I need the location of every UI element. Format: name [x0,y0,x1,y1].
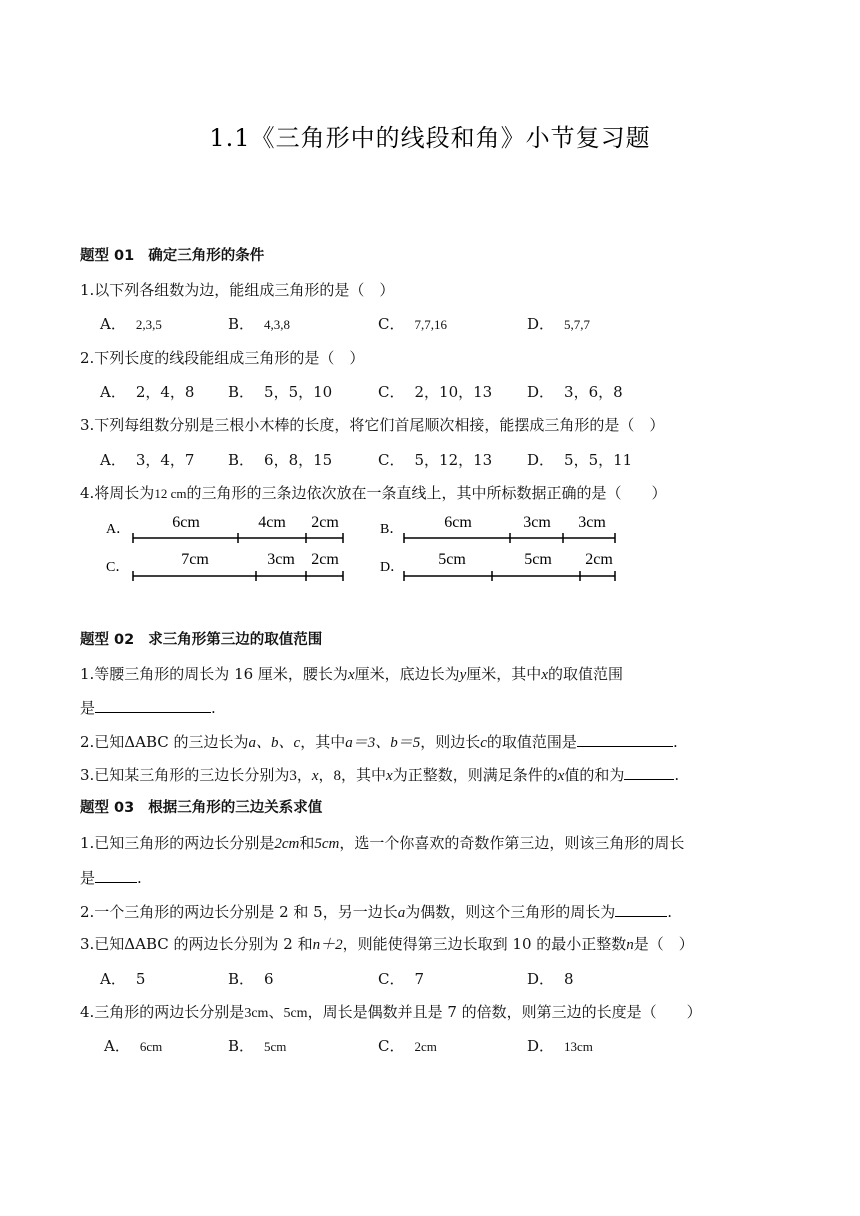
option[interactable] [527,969,574,989]
value: 8 [333,768,342,784]
option[interactable] [378,969,424,989]
segment-label: 4cm [258,514,286,531]
separator: ， [318,766,334,784]
option[interactable] [228,1036,286,1057]
option-label: A． [100,970,126,988]
variable: n [626,937,634,953]
variable: x [386,768,393,784]
option-label: D． [527,970,555,988]
segment-label: 3cm [523,514,551,531]
option[interactable] [527,382,623,402]
stem-end: . [672,733,678,751]
stem-text: 2.一个三角形的两边长分别是 2 和 5，另一边长 [80,903,398,921]
option[interactable] [100,382,194,402]
segment-label: 2cm [311,514,339,531]
segment-label: 2cm [585,551,613,568]
question-stem [80,764,679,786]
option-text: 5 [135,970,146,988]
section-tag: 题型 03 [80,800,135,816]
option-text: 2，10，13 [414,383,493,401]
option-text: 7,7,16 [414,317,447,332]
segment-label: 3cm [267,551,295,568]
page-title: 1.1《三角形中的线段和角》小节复习题 [209,124,651,152]
option[interactable] [100,450,194,470]
stem-end: . [667,903,673,921]
option-text: 2cm [414,1039,437,1054]
separator: 、 [268,1003,284,1021]
option-text: 6cm [139,1039,163,1054]
section-tag: 题型 01 [80,248,135,264]
question-stem: 3.下列每组数分别是三根小木棒的长度，将它们首尾顺次相接，能摆成三角形的是（ ） [80,416,665,434]
option-text: 13cm [564,1039,593,1054]
option-label: C． [378,315,405,333]
stem-text: 4.三角形的两边长分别是 [80,1003,245,1021]
stem-text: 2.已知ΔABC 的三边长为 [80,733,249,751]
stem-text: 值的和为 [564,766,625,784]
option-label: D． [527,315,555,333]
option[interactable] [378,1036,437,1057]
stem-text: 3.已知某三角形的三边长分别为 [80,766,290,784]
option-text: 6，8，15 [264,451,333,469]
question-stem-continued [80,867,142,888]
option[interactable] [228,382,332,402]
question-stem: 2.下列长度的线段能组成三角形的是（ ） [80,349,365,367]
variable: a [397,905,406,921]
option-text: 5，12，13 [414,451,493,469]
variable: x [311,768,319,784]
stem-text: ，则能使得第三边长取到 10 的最小正整数 [342,935,627,953]
option[interactable] [228,450,332,470]
segment-label: 6cm [172,514,200,531]
question-stem: 1.以下列各组数为边，能组成三角形的是（ ） [80,281,395,299]
value: 3 [289,768,297,784]
option-label: B． [228,315,255,333]
option-text: 5，5，10 [264,383,333,401]
diagram-label: A． [106,522,131,537]
stem-value: 12 cm [154,486,187,501]
answer-blank[interactable] [624,764,674,780]
section-heading [80,246,264,266]
segment-label: 5cm [438,551,466,568]
option-text: 3，6，8 [564,383,623,401]
question-stem [80,1002,702,1024]
stem-text: 4.将周长为 [80,484,155,502]
option[interactable] [527,1036,593,1057]
option-text: 2,3,5 [135,317,162,332]
option[interactable] [527,450,632,470]
option[interactable] [100,314,162,335]
stem-end: . [674,766,680,784]
option-text: 2，4，8 [135,383,195,401]
stem-text: ，其中 [341,766,387,784]
option-label: C． [378,970,405,988]
option-text: 7 [414,970,425,988]
option-label: B． [228,970,255,988]
option-label: B． [228,383,255,401]
stem-text: 为偶数，则这个三角形的周长为 [405,903,616,921]
value: 2cm [274,836,300,852]
section-name: 根据三角形的三边关系求值 [148,800,323,816]
variable: x [541,667,548,683]
condition: a＝3、b＝5 [345,735,421,751]
option-label: A． [104,1037,130,1055]
segment-label: 6cm [444,514,472,531]
diagram-d[interactable] [404,551,615,581]
answer-blank[interactable] [577,731,673,747]
stem-text: 3.已知ΔABC 的两边长分别为 2 和 [80,935,313,953]
option[interactable] [527,314,590,335]
stem-text: ，则边长 [420,733,481,751]
option[interactable] [378,382,492,402]
option-text: 5cm [264,1039,287,1054]
segment-label: 3cm [578,514,606,531]
diagram-c[interactable] [133,551,343,581]
value: 3cm [244,1006,269,1021]
diagram-b[interactable] [404,514,615,543]
segment-diagrams [0,505,860,595]
answer-blank[interactable] [95,697,211,713]
section-name: 确定三角形的条件 [148,248,265,264]
option-label: A． [100,383,126,401]
expression: n＋2 [312,937,343,953]
stem-text: ，其中 [300,733,346,751]
option-label: D． [527,1037,555,1055]
option-text: 4,3,8 [264,317,291,332]
stem-text: 的三角形的三条边依次放在一条直线上，其中所标数据正确的是（ ） [186,484,667,502]
option-text: 5,7,7 [564,317,591,332]
diagram-label: C． [106,560,130,575]
section-heading [80,798,322,818]
option[interactable] [228,969,274,989]
stem-text: 的取值范围 [547,665,623,683]
stem-text: 是 [80,869,96,887]
stem-text: ，选一个你喜欢的奇数作第三边，则该三角形的周长 [339,834,685,852]
segment-label: 2cm [311,551,339,568]
question-stem [80,483,666,504]
option-label: C． [378,1037,405,1055]
question-stem [80,833,684,854]
stem-text: 是 [80,699,96,717]
option-label: A． [100,315,126,333]
stem-text: 和 [299,834,315,852]
segment-label: 7cm [181,551,209,568]
option-label: D． [527,383,555,401]
stem-text: 厘米，其中 [466,665,542,683]
question-stem [80,934,694,955]
stem-text: ，周长是偶数并且是 7 的倍数，则第三边的长度是（ ） [307,1003,702,1021]
option-text: 5，5，11 [564,451,633,469]
section-name: 求三角形第三边的取值范围 [148,632,323,648]
option-text: 8 [564,970,574,988]
option-label: A． [100,451,126,469]
option-text: 3，4，7 [135,451,195,469]
stem-end: . [211,699,216,717]
section-tag: 题型 02 [80,632,135,648]
option-label: B． [228,1037,255,1055]
section-heading [80,630,322,650]
option[interactable] [104,1036,162,1057]
diagram-label: D． [380,560,405,575]
value: 5cm [283,1006,308,1021]
option-label: B． [228,451,255,469]
option-label: C． [378,383,405,401]
variable: c [480,735,487,751]
stem-text: 1.已知三角形的两边长分别是 [80,834,275,852]
variable: x [347,667,355,683]
stem-text: 为正整数，则满足条件的 [392,766,558,784]
diagram-a[interactable] [133,514,343,543]
answer-blank[interactable] [615,901,667,917]
variable: a、b、c [248,735,301,751]
question-stem-continued [80,697,216,718]
option[interactable] [228,314,290,335]
option-label: D． [527,451,555,469]
option[interactable] [378,314,447,335]
variable: y [459,667,467,683]
option[interactable] [100,969,145,989]
separator: ， [296,766,312,784]
stem-text: 的取值范围是 [486,733,577,751]
diagram-label: B． [380,522,404,537]
question-stem [80,901,672,923]
option-label: C． [378,451,405,469]
question-stem [80,731,678,753]
variable: x [557,768,565,784]
stem-end: . [137,869,142,887]
segment-label: 5cm [524,551,552,568]
answer-blank[interactable] [95,867,137,883]
value: 5cm [314,836,340,852]
stem-text: 1.等腰三角形的周长为 16 厘米，腰长为 [80,665,348,683]
stem-text: 厘米，底边长为 [354,665,460,683]
option[interactable] [378,450,492,470]
stem-text: 是（ ） [633,935,694,953]
option-text: 6 [264,970,274,988]
question-stem [80,664,623,685]
